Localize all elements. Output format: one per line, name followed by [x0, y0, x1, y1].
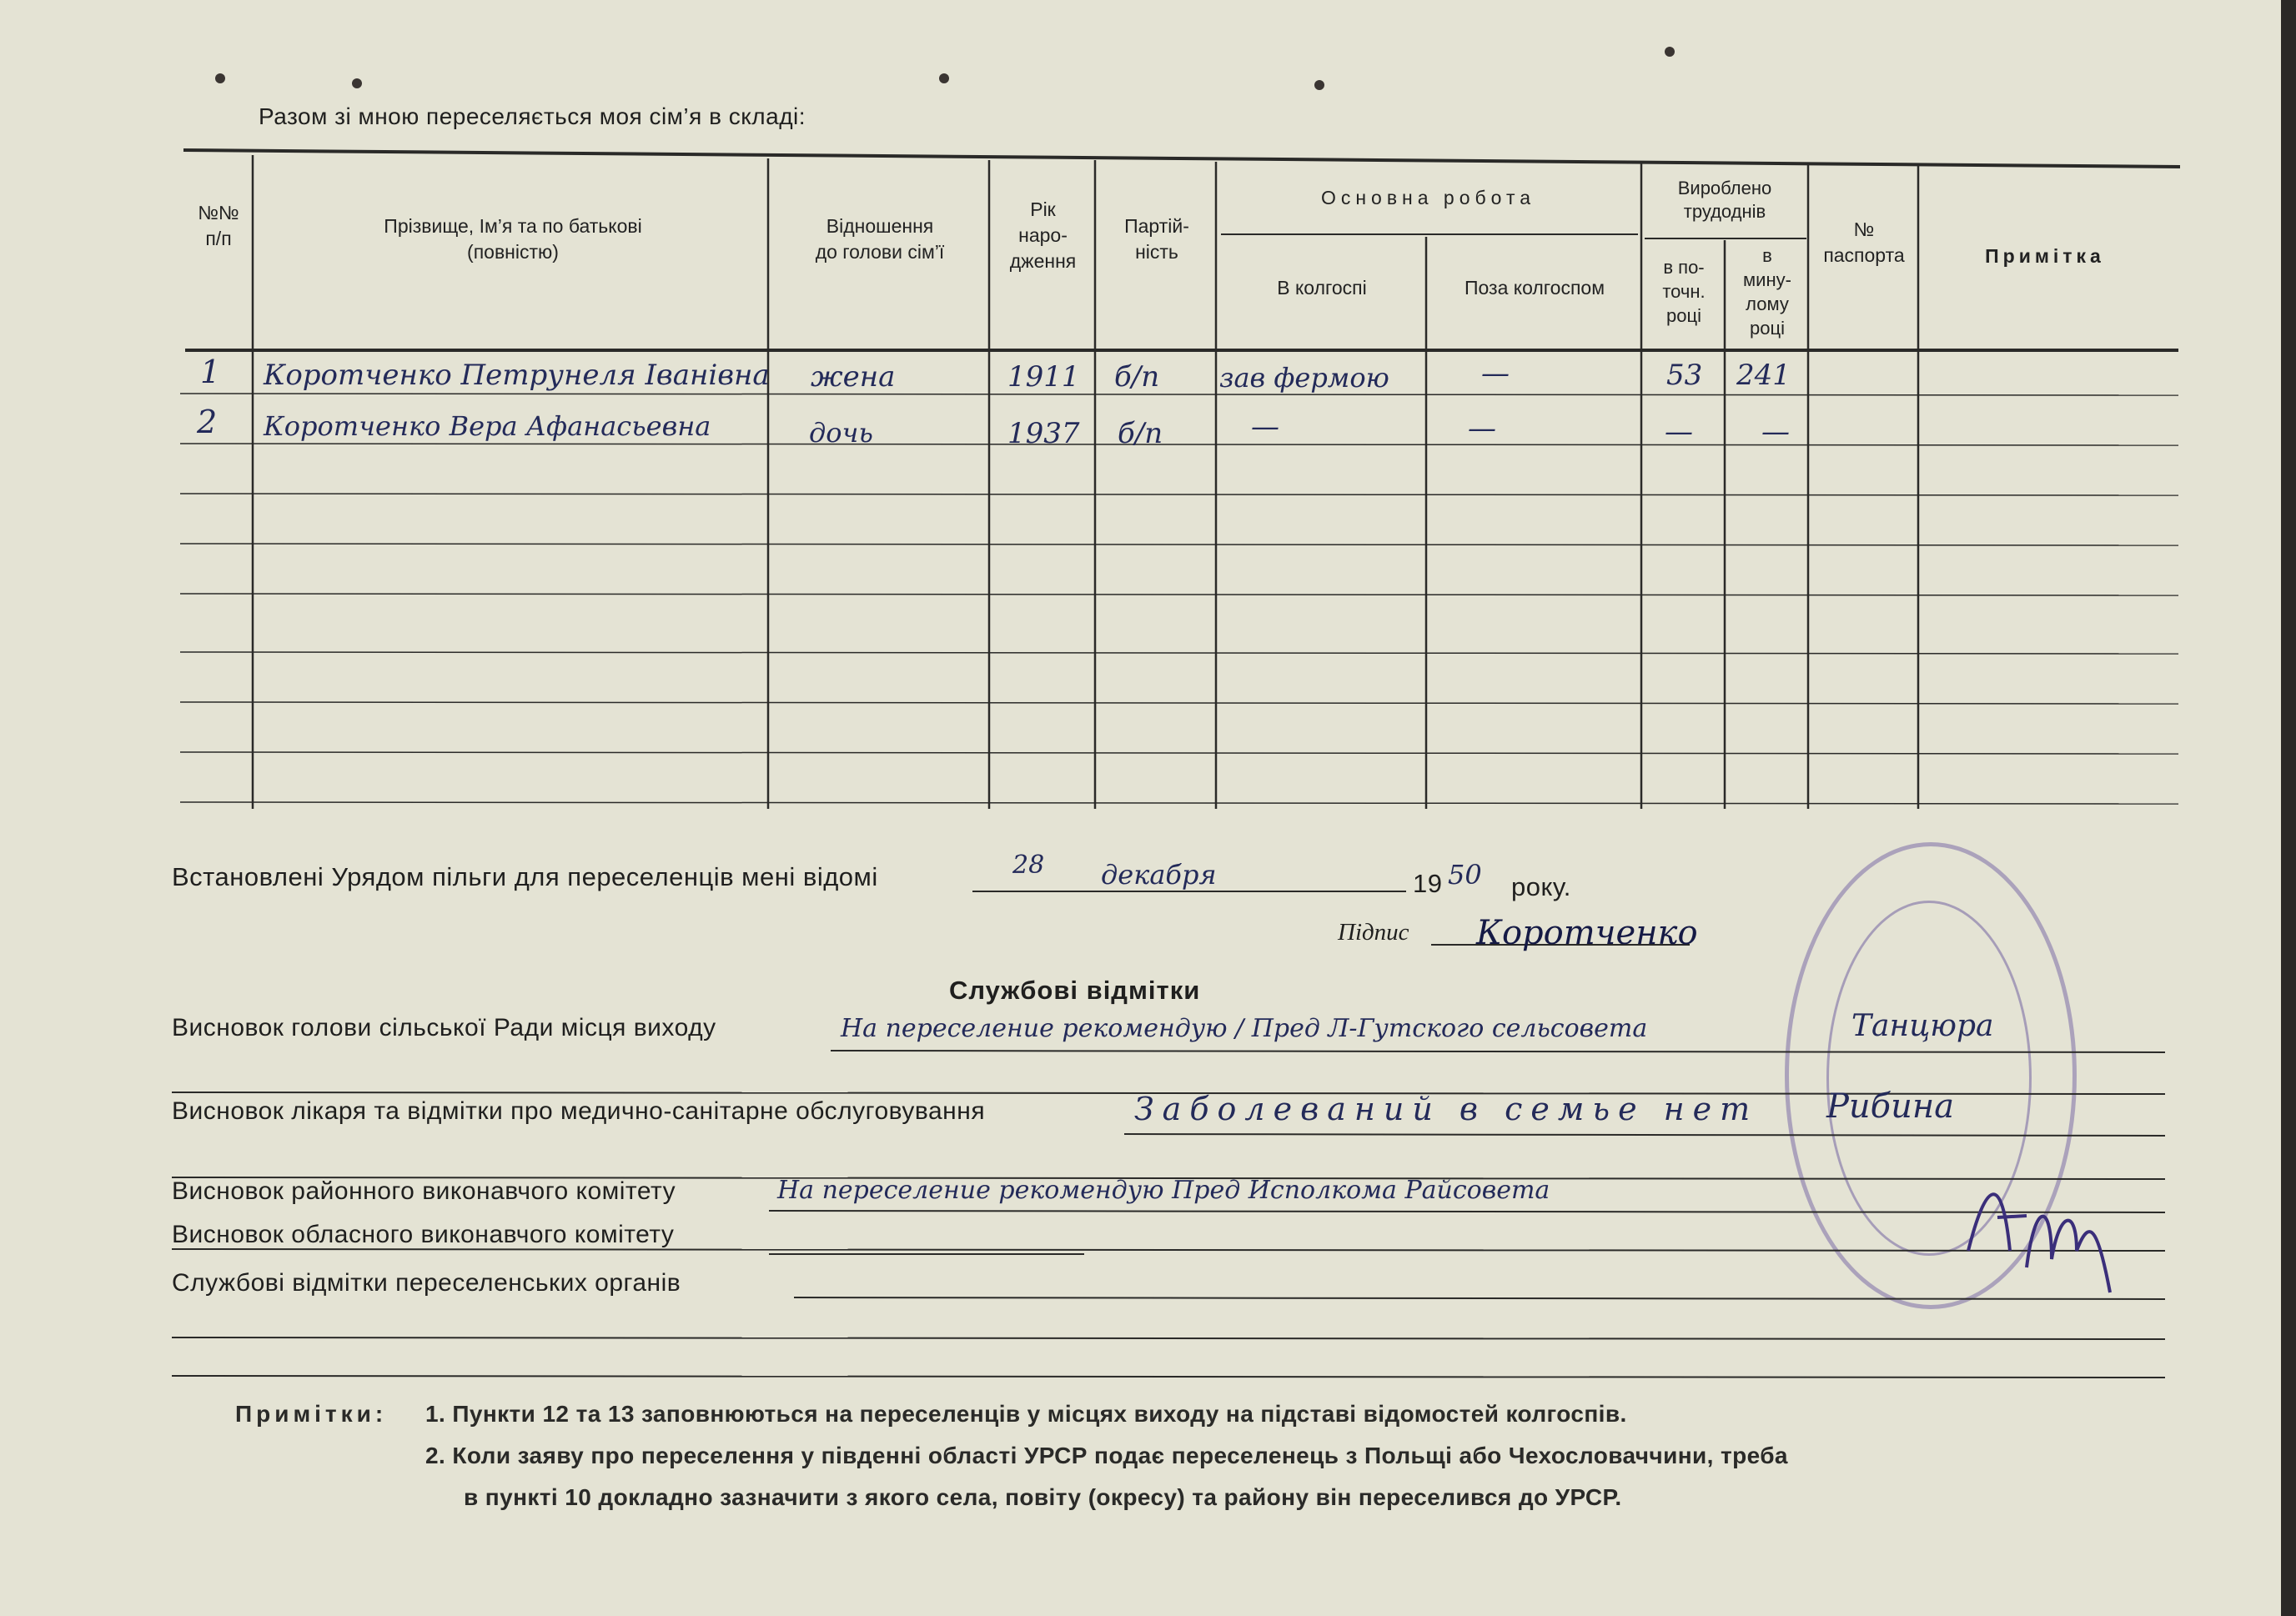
- header-party: Партій- ність: [1124, 215, 1189, 263]
- row1-in-kolhosp: зав фермою: [1219, 362, 1389, 394]
- service-title: Службові відмітки: [949, 976, 1201, 1005]
- row2-number: 2: [197, 404, 218, 440]
- note-2b: в пункті 10 докладно зазначити з якого села, повіту (окресу) та району він переселився до УРСР.: [464, 1484, 1622, 1510]
- row1-name: Коротченко Петрунеля Іванівна: [264, 359, 770, 392]
- note-1: 1. Пункти 12 та 13 заповнюються на переселенців у місцях виходу на підставі відомостей колгоспів.: [425, 1401, 1627, 1427]
- header-relation: Відношення до голови сім’ї: [815, 215, 945, 263]
- resettlement-organs-label: Службові відмітки переселенських органів: [172, 1269, 681, 1297]
- benefits-label: Встановлені Урядом пільги для переселенців мені відомі: [172, 862, 878, 891]
- header-last-year: в мину- лому році: [1743, 245, 1791, 339]
- doctor-value: Заболеваний в семье нет: [1134, 1091, 1759, 1127]
- row2-in-kolhosp: —: [1251, 410, 1279, 444]
- family-intro: Разом зі мною переселяється моя сім’я в складі:: [259, 103, 806, 129]
- village-council-signature: Танцюра: [1851, 1009, 1994, 1043]
- village-council-value: На переселение рекомендую / Пред Л-Гутского сельсовета: [841, 1014, 1648, 1043]
- village-council-label: Висновок голови сільської Ради місця виходу: [172, 1014, 716, 1041]
- row2-current: —: [1665, 415, 1693, 449]
- row2-last: —: [1761, 415, 1790, 449]
- doctor-label: Висновок лікаря та відмітки про медично-санітарне обслуговування: [172, 1097, 986, 1125]
- header-current-year: в по- точн. році: [1662, 257, 1706, 326]
- header-birth-year: Рік наро- дження: [1009, 198, 1077, 272]
- oblast-committee-label: Висновок обласного виконавчого комітету: [172, 1221, 675, 1248]
- row2-name: Коротченко Вера Афанасьевна: [264, 410, 711, 442]
- row2-year: 1937: [1007, 417, 1080, 450]
- header-remark: Примітка: [1985, 245, 2105, 267]
- benefits-year-suffix: 50: [1448, 859, 1482, 891]
- row1-current: 53: [1666, 359, 1703, 392]
- benefits-day: 28: [1012, 851, 1045, 880]
- row1-relation: жена: [811, 360, 896, 394]
- header-name: Прізвище, Ім’я та по батькові (повністю): [384, 215, 642, 263]
- row2-relation: дочь: [809, 417, 873, 449]
- district-committee-label: Висновок районного виконавчого комітету: [172, 1177, 676, 1205]
- benefits-year-word: року.: [1511, 872, 1571, 901]
- header-main-work: Основна робота: [1320, 187, 1536, 208]
- notes-label: Примітки:: [235, 1401, 388, 1427]
- header-passport: № паспорта: [1823, 218, 1905, 266]
- district-committee-value: На переселение рекомендую Пред Исполкома Райсовета: [777, 1176, 1550, 1205]
- header-number: №№ п/п: [198, 202, 239, 249]
- row1-last: 241: [1736, 359, 1791, 392]
- district-signature: [1952, 1151, 2118, 1301]
- doctor-signature: Рибина: [1826, 1087, 1955, 1126]
- note-2a: 2. Коли заяву про переселення у південні області УРСР подає переселенець з Польщі або Чехословаччини, треба: [425, 1443, 1788, 1468]
- header-in-kolhosp: В колгоспі: [1277, 277, 1367, 299]
- row2-outside: —: [1468, 412, 1496, 445]
- row1-year: 1911: [1007, 360, 1080, 394]
- benefits-year-prefix: 19: [1413, 869, 1443, 898]
- row1-party: б/п: [1114, 360, 1160, 394]
- signature-label: Підпис: [1338, 919, 1409, 946]
- row1-outside: —: [1481, 357, 1510, 390]
- header-outside-kolhosp: Поза колгоспом: [1464, 277, 1605, 299]
- row2-party: б/п: [1118, 417, 1163, 450]
- benefits-month: декабря: [1101, 859, 1217, 891]
- signature-value: Коротченко: [1476, 914, 1698, 952]
- header-workdays: Вироблено трудоднів: [1677, 178, 1772, 222]
- row1-number: 1: [200, 354, 221, 390]
